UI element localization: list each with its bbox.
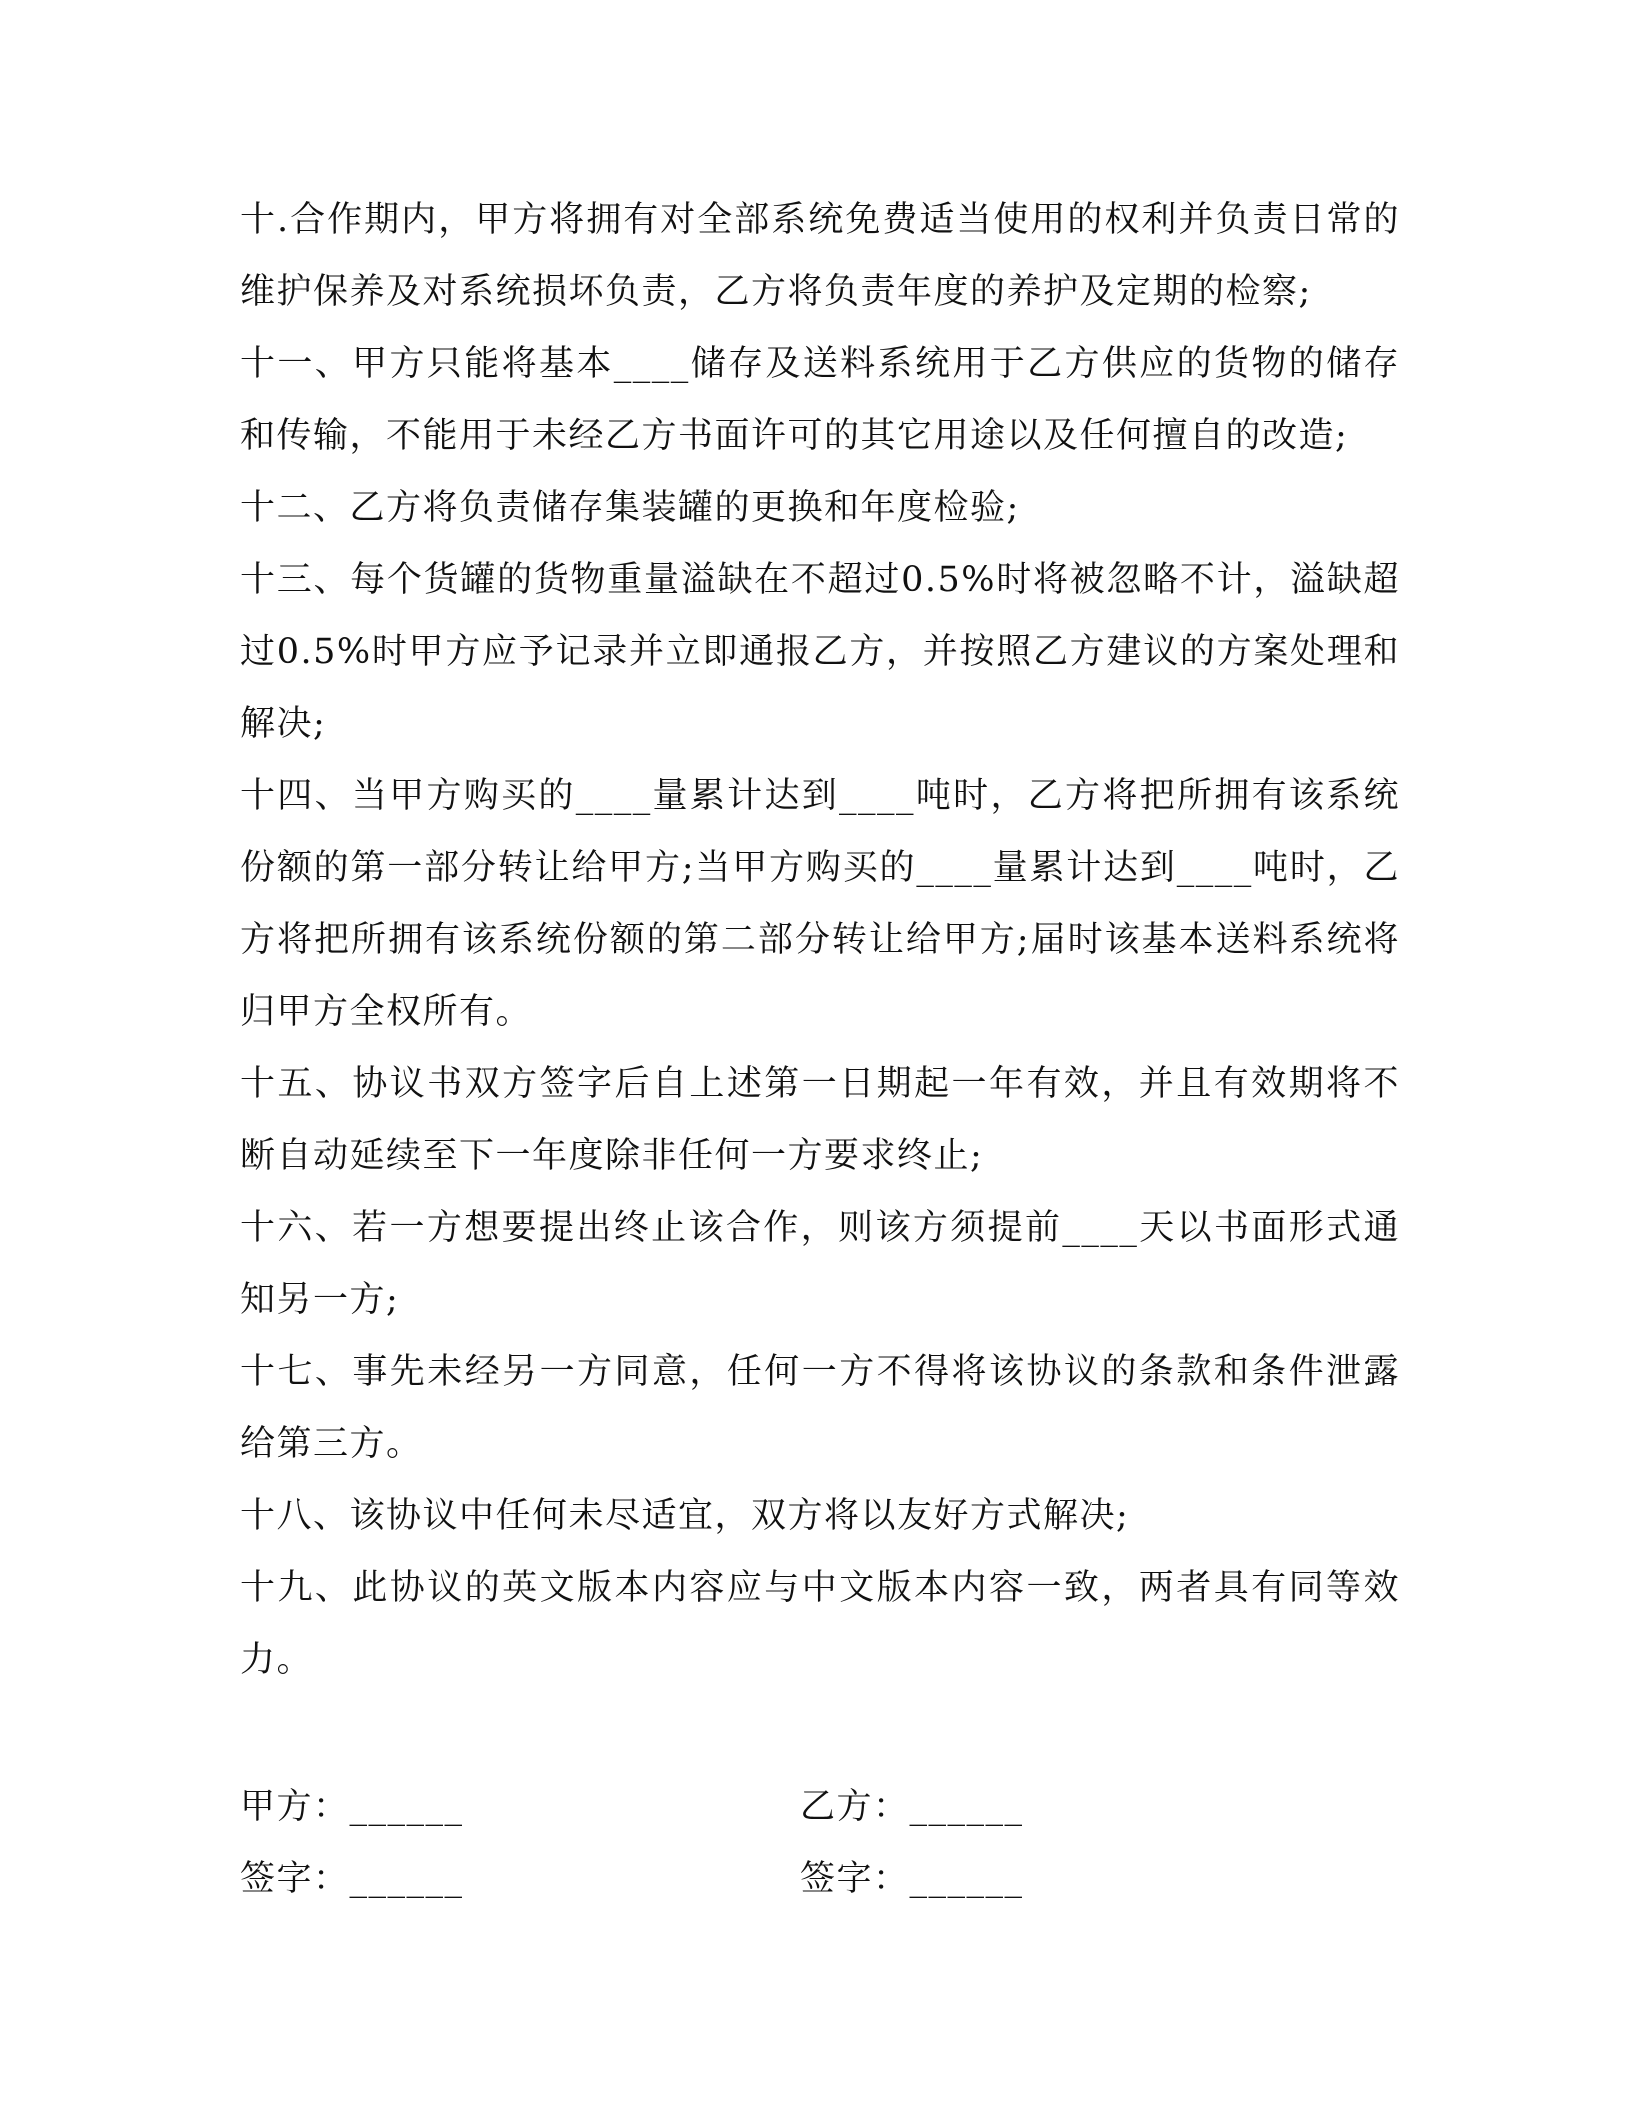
clause-10: 十.合作期内，甲方将拥有对全部系统免费适当使用的权利并负责日常的维护保养及对系统损坏负责，乙方将负责年度的养护及定期的检察; xyxy=(240,200,1400,312)
party-a-signature: 签字：______ xyxy=(240,1859,464,1899)
party-a-label: 甲方：______ xyxy=(240,1787,464,1827)
signature-row xyxy=(240,1840,1400,1912)
agreement-body xyxy=(240,184,1400,1696)
party-b-label: 乙方：______ xyxy=(800,1787,1024,1827)
party-row xyxy=(240,1768,1400,1840)
clause-17: 十七、事先未经另一方同意，任何一方不得将该协议的条款和条件泄露给第三方。 xyxy=(240,1352,1400,1464)
clause-15: 十五、协议书双方签字后自上述第一日期起一年有效，并且有效期将不断自动延续至下一年度除非任何一方要求终止; xyxy=(240,1064,1400,1176)
clause-19: 十九、此协议的英文版本内容应与中文版本内容一致，两者具有同等效力。 xyxy=(240,1568,1400,1680)
clause-11: 十一、甲方只能将基本____储存及送料系统用于乙方供应的货物的储存和传输，不能用于未经乙方书面许可的其它用途以及任何擅自的改造; xyxy=(240,344,1400,456)
party-b-signature: 签字：______ xyxy=(800,1859,1024,1899)
clause-13: 十三、每个货罐的货物重量溢缺在不超过0.5%时将被忽略不计，溢缺超过0.5%时甲方应予记录并立即通报乙方，并按照乙方建议的方案处理和解决; xyxy=(240,560,1400,744)
clause-18: 十八、该协议中任何未尽适宜，双方将以友好方式解决; xyxy=(240,1496,1130,1536)
clause-14: 十四、当甲方购买的____量累计达到____吨时，乙方将把所拥有该系统份额的第一部分转让给甲方;当甲方购买的____量累计达到____吨时，乙方将把所拥有该系统份额的第二部分转让给甲方;届时该基本送料系统将归甲方全权所有。 xyxy=(240,776,1400,1032)
clause-16: 十六、若一方想要提出终止该合作，则该方须提前____天以书面形式通知另一方; xyxy=(240,1208,1400,1320)
signature-block xyxy=(240,1768,1400,1912)
clause-12: 十二、乙方将负责储存集装罐的更换和年度检验; xyxy=(240,488,1020,528)
